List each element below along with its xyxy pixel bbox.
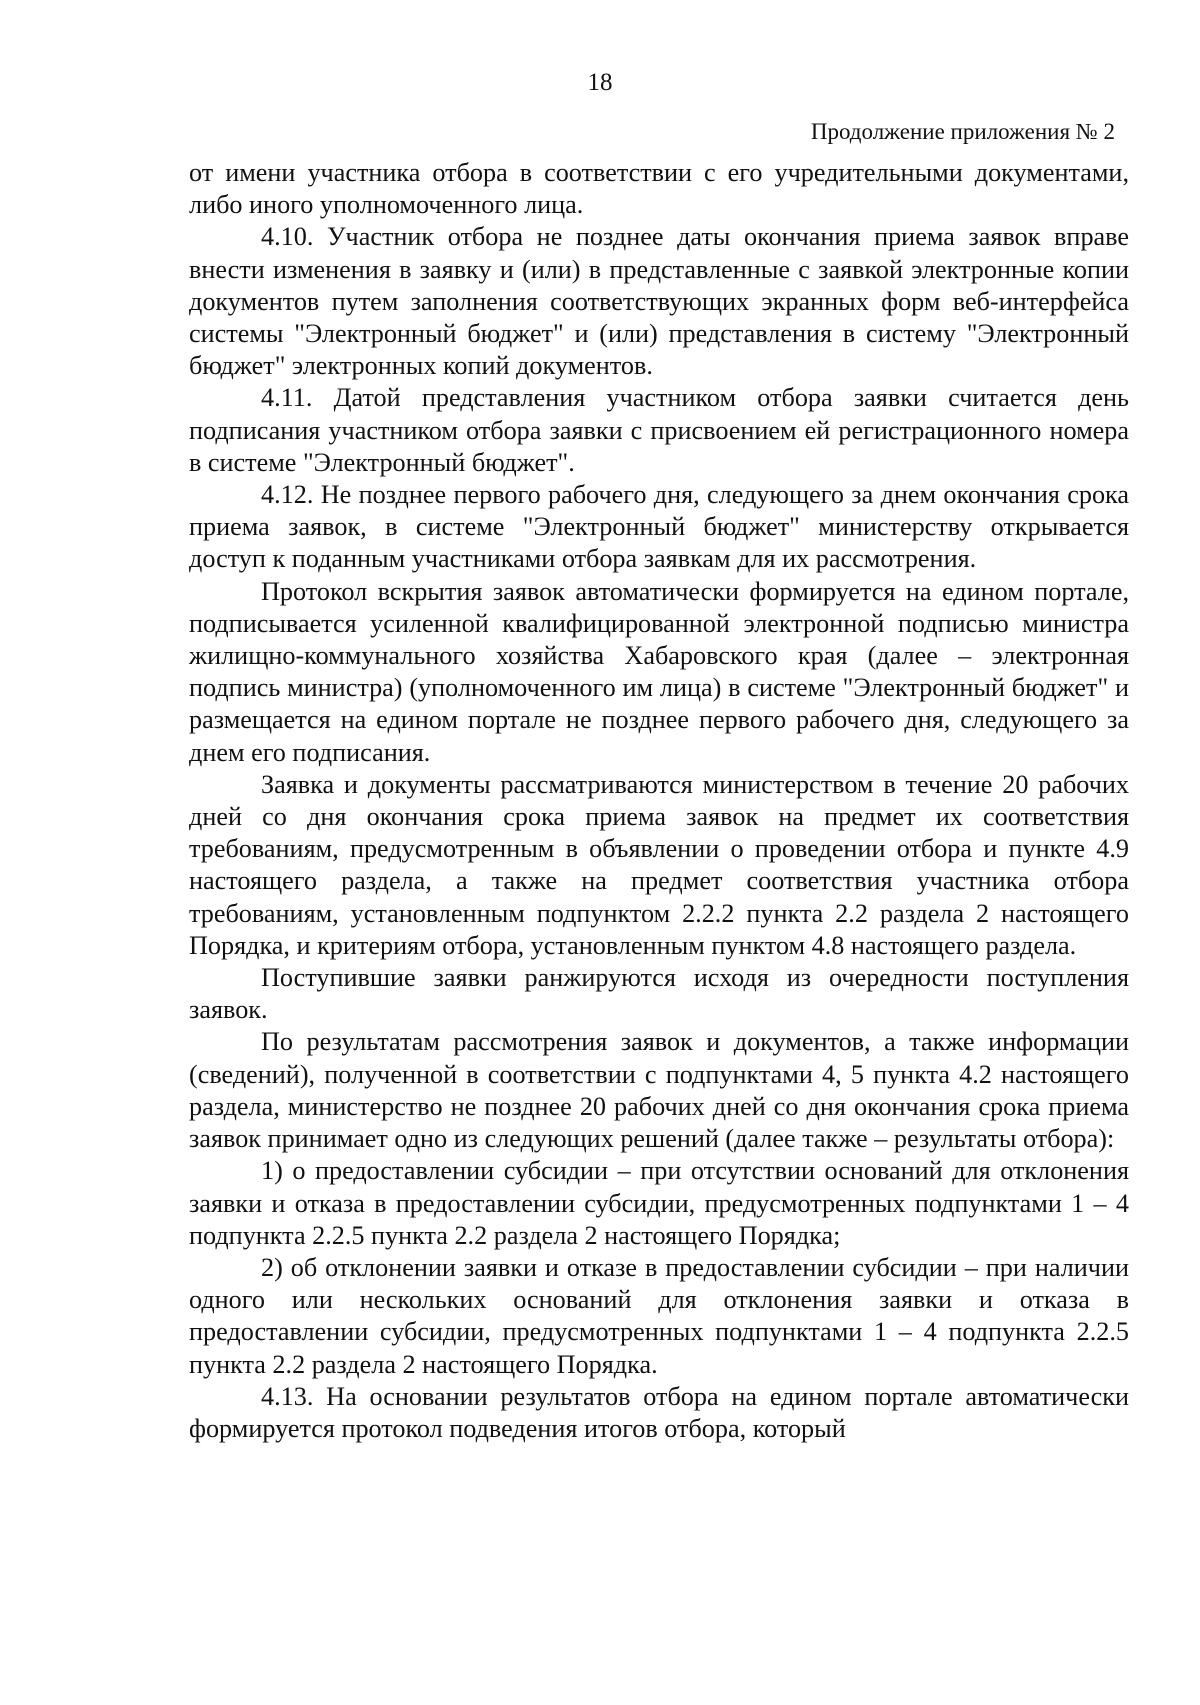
paragraph-ranking: Поступившие заявки ранжируются исходя из очередности поступления заявок. <box>189 963 1129 1025</box>
paragraph-continued: от имени участника отбора в соответствии с его учредительными документами, либо иного уполномоченного лица. <box>189 158 1129 220</box>
list-item-1: 1) о предоставлении субсидии – при отсутствии оснований для отклонения заявки и отказа в предоставлении субсидии, предусмотренных подпунктами 1 – 4 подпункта 2.2.5 пункта 2.2 раздела 2 настоящего Порядка; <box>189 1156 1129 1250</box>
paragraph-4-13: 4.13. На основании результатов отбора на едином портале автоматически формируется протокол подведения итогов отбора, который <box>189 1381 1129 1443</box>
page-number: 18 <box>587 69 613 96</box>
paragraph-decisions: По результатам рассмотрения заявок и документов, а также информации (сведений), полученной в соответствии с подпунктами 4, 5 пункта 4.2 настоящего раздела, министерство не позднее 20 рабочих дней со дня окончания срока приема заявок принимает одно из следующих решений (далее также – результаты отбора): <box>189 1027 1129 1154</box>
list-item-2: 2) об отклонении заявки и отказе в предоставлении субсидии – при наличии одного или нескольких оснований для отклонения заявки и отказа в предоставлении субсидии, предусмотренных подпунктами 1 – 4 подпункта 2.2.5 пункта 2.2 раздела 2 настоящего Порядка. <box>189 1252 1129 1379</box>
paragraph-opening-protocol: Протокол вскрытия заявок автоматически формируется на едином портале, подписывается усиленной квалифицированной электронной подписью министра жилищно-коммунального хозяйства Хабаровского края (далее – электронная подпись министра) (уполномоченного им лица) в системе "Электронный бюджет" и размещается на едином портале не позднее первого рабочего дня, следующего за днем его подписания. <box>189 576 1129 767</box>
paragraph-review-period: Заявка и документы рассматриваются министерством в течение 20 рабочих дней со дня окончания срока приема заявок на предмет их соответствия требованиям, предусмотренным в объявлении о проведении отбора и пункте 4.9 настоящего раздела, а также на предмет соответствия участника отбора требованиям, установленным подпунктом 2.2.2 пункта 2.2 раздела 2 настоящего Порядка, и критериям отбора, установленным пунктом 4.8 настоящего раздела. <box>189 769 1129 960</box>
paragraph-4-10: 4.10. Участник отбора не позднее даты окончания приема заявок вправе внести изменения в заявку и (или) в представленные с заявкой электронные копии документов путем заполнения соответствующих экранных форм веб-интерфейса системы "Электронный бюджет" и (или) представления в систему "Электронный бюджет" электронных копий документов. <box>189 222 1129 381</box>
appendix-continuation-note: Продолжение приложения № 2 <box>810 119 1115 144</box>
paragraph-4-11: 4.11. Датой представления участником отбора заявки считается день подписания участником отбора заявки с присвоением ей регистрационного номера в системе "Электронный бюджет". <box>189 383 1129 477</box>
paragraph-4-12: 4.12. Не позднее первого рабочего дня, следующего за днем окончания срока приема заявок, в системе "Электронный бюджет" министерству открывается доступ к поданным участниками отбора заявкам для их рассмотрения. <box>189 480 1129 574</box>
document-body <box>189 157 1129 1445</box>
